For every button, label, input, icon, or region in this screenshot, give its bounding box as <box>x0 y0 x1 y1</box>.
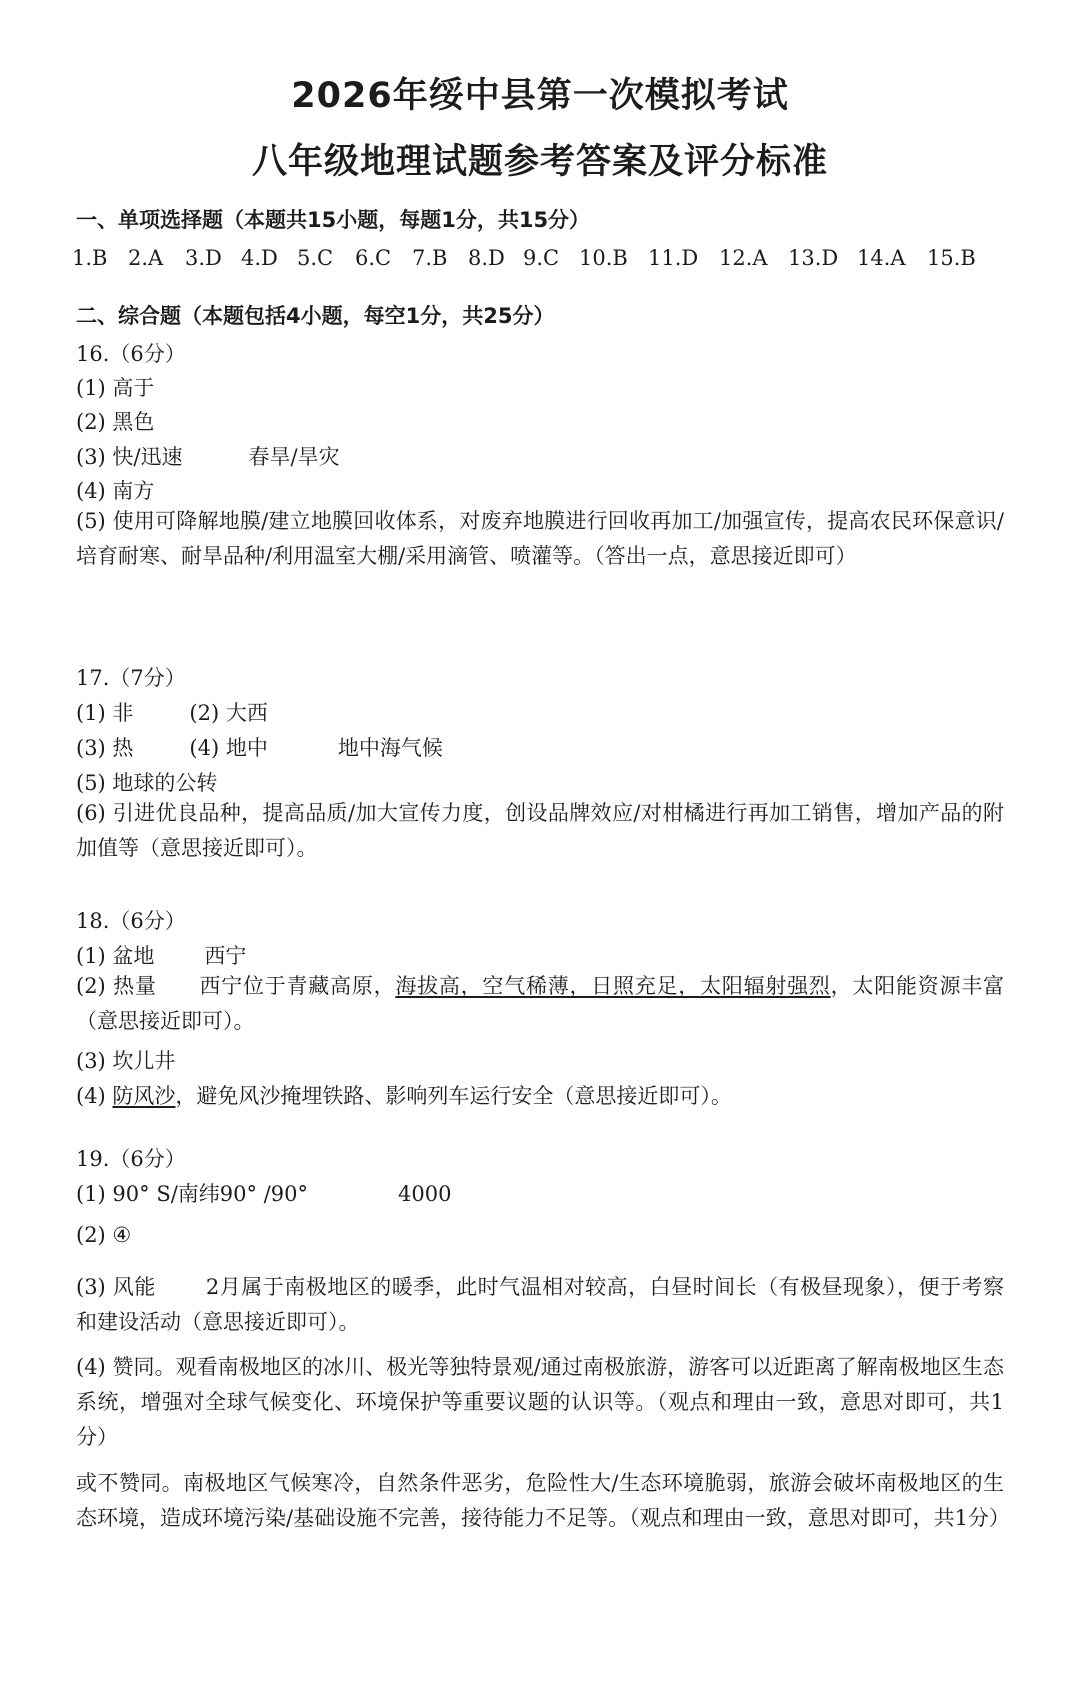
q17-answer-6: (6) 引进优良品种，提高品质/加大宣传力度，创设品牌效应/对柑橘进行再加工销售，增加产品的附加值等（意思接近即可）。 <box>76 801 1004 860</box>
mc-answer: 11.D <box>648 246 699 270</box>
q16-answer-4: (4) 南方 <box>76 479 155 503</box>
q16-answer-3 <box>76 441 340 471</box>
q16-answer-3b: 春旱/旱灾 <box>248 445 340 469</box>
q17-answer-4a: (4) 地中 <box>189 736 268 760</box>
q18-answer-1a: (1) 盆地 <box>76 944 155 968</box>
q18-answer-3: (3) 坎儿井 <box>76 1049 176 1073</box>
mc-answer: 1.B <box>72 246 108 270</box>
q16-answer-2: (2) 黑色 <box>76 410 155 434</box>
q19-heading: 19.（6分） <box>76 1147 186 1171</box>
mc-answer: 4.D <box>241 246 278 270</box>
q17-answer-row-2 <box>76 732 443 762</box>
q19-answer-3-text: 2月属于南极地区的暖季，此时气温相对较高，白昼时间长（有极昼现象），便于考察和建设活动（意思接近即可）。 <box>76 1275 1005 1334</box>
page-title: 2026年绥中县第一次模拟考试 <box>291 76 789 116</box>
q16-heading: 16.（6分） <box>76 342 186 366</box>
mc-answer: 12.A <box>719 246 768 270</box>
mc-answer: 3.D <box>185 246 222 270</box>
q18-answer-2-post: ，太阳能资源丰富（意思接近即可）。 <box>76 974 1005 1033</box>
q19-answer-3-lead: (3) 风能 <box>76 1275 156 1299</box>
section2-heading: 二、综合题（本题包括4小题，每空1分，共25分） <box>76 304 555 328</box>
q19-answer-1b: 4000 <box>397 1182 452 1206</box>
q17-heading: 17.（7分） <box>76 666 186 690</box>
q16-answer-5: (5) 使用可降解地膜/建立地膜回收体系，对废弃地膜进行回收再加工/加强宣传，提高农民环保意识/培育耐寒、耐旱品种/利用温室大棚/采用滴管、喷灌等。（答出一点，意思接近即可） <box>76 509 1004 568</box>
q18-answer-2-lead: (2) 热量 <box>76 974 157 998</box>
q19-answer-2: (2) ④ <box>76 1223 132 1247</box>
q18-answer-row-1 <box>76 940 246 970</box>
q17-answer-5: (5) 地球的公转 <box>76 771 218 795</box>
q19-answer-1a: (1) 90° S/南纬90° /90° <box>76 1182 308 1206</box>
mc-answer: 5.C <box>297 246 334 270</box>
q18-heading: 18.（6分） <box>76 909 186 933</box>
q16-answer-3a: (3) 快/迅速 <box>76 445 183 469</box>
mc-answer: 13.D <box>788 246 839 270</box>
q18-answer-2-underlined: 海拔高，空气稀薄，日照充足，太阳辐射强烈 <box>395 974 831 998</box>
multiple-choice-answers <box>72 246 992 278</box>
q17-answer-2: (2) 大西 <box>189 701 268 725</box>
mc-answer: 6.C <box>355 246 392 270</box>
mc-answer: 8.D <box>468 246 505 270</box>
q17-answer-1: (1) 非 <box>76 701 134 725</box>
q17-answer-3: (3) 热 <box>76 736 134 760</box>
mc-answer: 2.A <box>128 246 164 270</box>
mc-answer: 10.B <box>579 246 628 270</box>
q18-answer-4-lead: (4) <box>76 1084 113 1108</box>
q18-answer-4-underlined: 防风沙 <box>112 1084 176 1108</box>
q17-answer-4b: 地中海气候 <box>337 736 443 760</box>
q18-answer-2-pre: 西宁位于青藏高原， <box>198 974 396 998</box>
q19-answer-row-1 <box>76 1178 451 1208</box>
section1-heading: 一、单项选择题（本题共15小题，每题1分，共15分） <box>76 208 591 232</box>
q19-answer-4: (4) 赞同。观看南极地区的冰川、极光等独特景观/通过南极旅游，游客可以近距离了解南极地区生态系统，增强对全球气候变化、环境保护等重要议题的认识等。（观点和理由一致，意思对即可，共1分） <box>76 1355 1004 1449</box>
q19-answer-3 <box>76 1270 1004 1340</box>
q17-answer-row-1 <box>76 697 268 727</box>
mc-answer: 14.A <box>857 246 906 270</box>
q18-answer-1b: 西宁 <box>204 944 247 968</box>
q18-answer-4-post: ，避免风沙掩埋铁路、影响列车运行安全（意思接近即可）。 <box>175 1084 732 1108</box>
mc-answer: 7.B <box>412 246 448 270</box>
q18-answer-2 <box>76 969 1004 1039</box>
page-subtitle: 八年级地理试题参考答案及评分标准 <box>251 142 828 182</box>
mc-answer: 9.C <box>523 246 560 270</box>
q16-answer-1: (1) 高于 <box>76 376 155 400</box>
mc-answer: 15.B <box>927 246 976 270</box>
q19-answer-4-alt: 或不赞同。南极地区气候寒冷，自然条件恶劣，危险性大/生态环境脆弱，旅游会破坏南极地区的生态环境，造成环境污染/基础设施不完善，接待能力不足等。（观点和理由一致，意思对即可，共1分） <box>76 1471 1010 1530</box>
q18-answer-4 <box>76 1080 732 1110</box>
